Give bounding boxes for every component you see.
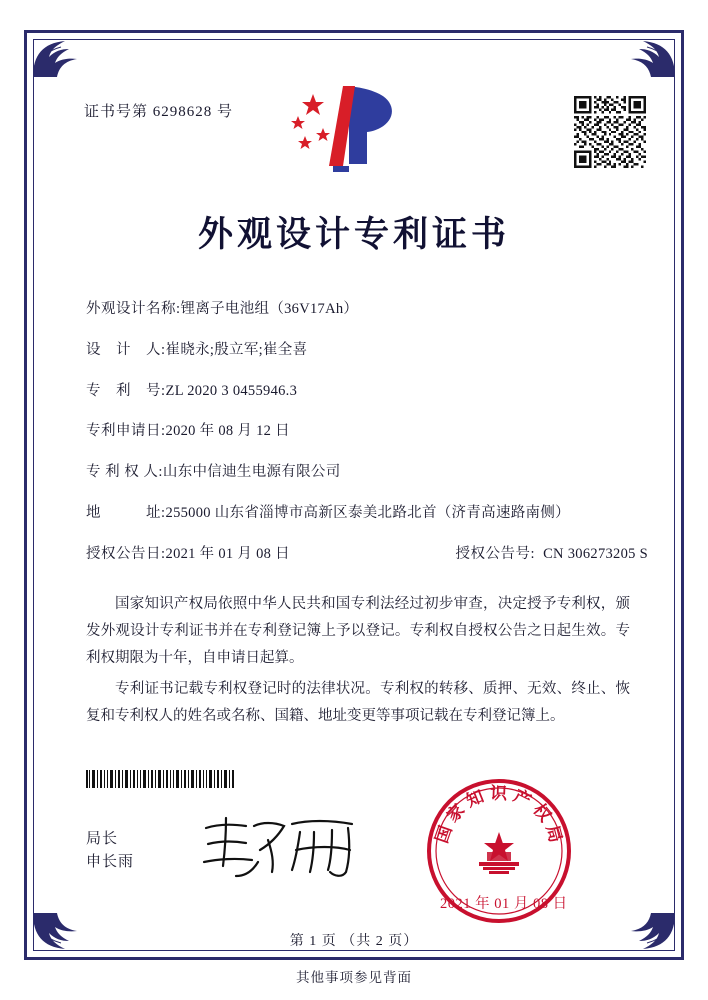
field-row-designer [86,340,648,362]
field-value: 崔晓永;殷立军;崔全喜 [165,341,308,358]
field-value-grant-number: CN 306273205 S [543,545,648,562]
field-value: 2020 年 08 月 12 日 [165,423,290,440]
paragraph-grant-statement: 国家知识产权局依照中华人民共和国专利法经过初步审查，决定授予专利权，颁发外观设计专利证书并在专利登记簿上予以登记。专利权自授权公告之日起生效。专利权期限为十年，自申请日起算。 [86,596,630,666]
field-row-grant [86,544,648,566]
page-title: 外观设计专利证书 [197,214,510,255]
field-row-patentee [86,462,648,484]
paragraph-legal-status: 专利证书记载专利权登记时的法律状况。专利权的转移、质押、无效、终止、恢复和专利权人的姓名或名称、国籍、地址变更等事项记载在专利登记簿上。 [86,680,630,724]
page-number: 第 1 页 （共 2 页） [289,934,419,949]
seal-date: 2021 年 01 月 08 日 [440,896,568,912]
field-label-grant-number: 授权公告号: [455,545,536,562]
handwritten-signature [196,810,386,880]
certificate-number: 证书号第 6298628 号 [84,104,234,120]
field-row-design-name [86,299,648,321]
field-label-grant-date: 授权公告日: [86,545,166,562]
svg-text:国家知识产权局: 国家知识产权局 [432,783,567,850]
field-label: 专 利 权 人: [86,464,163,480]
field-row-address [86,503,648,525]
back-side-note: 其他事项参见背面 [296,970,412,985]
field-value: 255000 山东省淄博市高新区泰美北路北首（济青高速路南侧） [165,504,570,521]
signature-title-label: 局长 [86,831,119,847]
field-value: 山东中信迪生电源有限公司 [162,464,341,480]
field-label: 专利申请日: [86,423,166,440]
field-label: 地 址: [86,504,166,521]
signature-block [86,828,134,875]
field-row-patent-number [86,381,648,403]
field-value: 锂离子电池组（36V17Ah） [180,301,359,317]
field-label: 设 计 人: [86,341,166,358]
certificate-content [60,70,648,729]
field-list [86,299,648,565]
field-value: ZL 2020 3 0455946.3 [165,382,298,399]
field-row-application-date [86,421,648,443]
field-label: 外观设计名称: [86,301,181,317]
field-value-grant-date: 2021 年 01 月 08 日 [165,545,290,562]
field-label: 专 利 号: [86,382,166,399]
signature-name-label: 申长雨 [86,854,135,871]
barcode [86,770,236,788]
